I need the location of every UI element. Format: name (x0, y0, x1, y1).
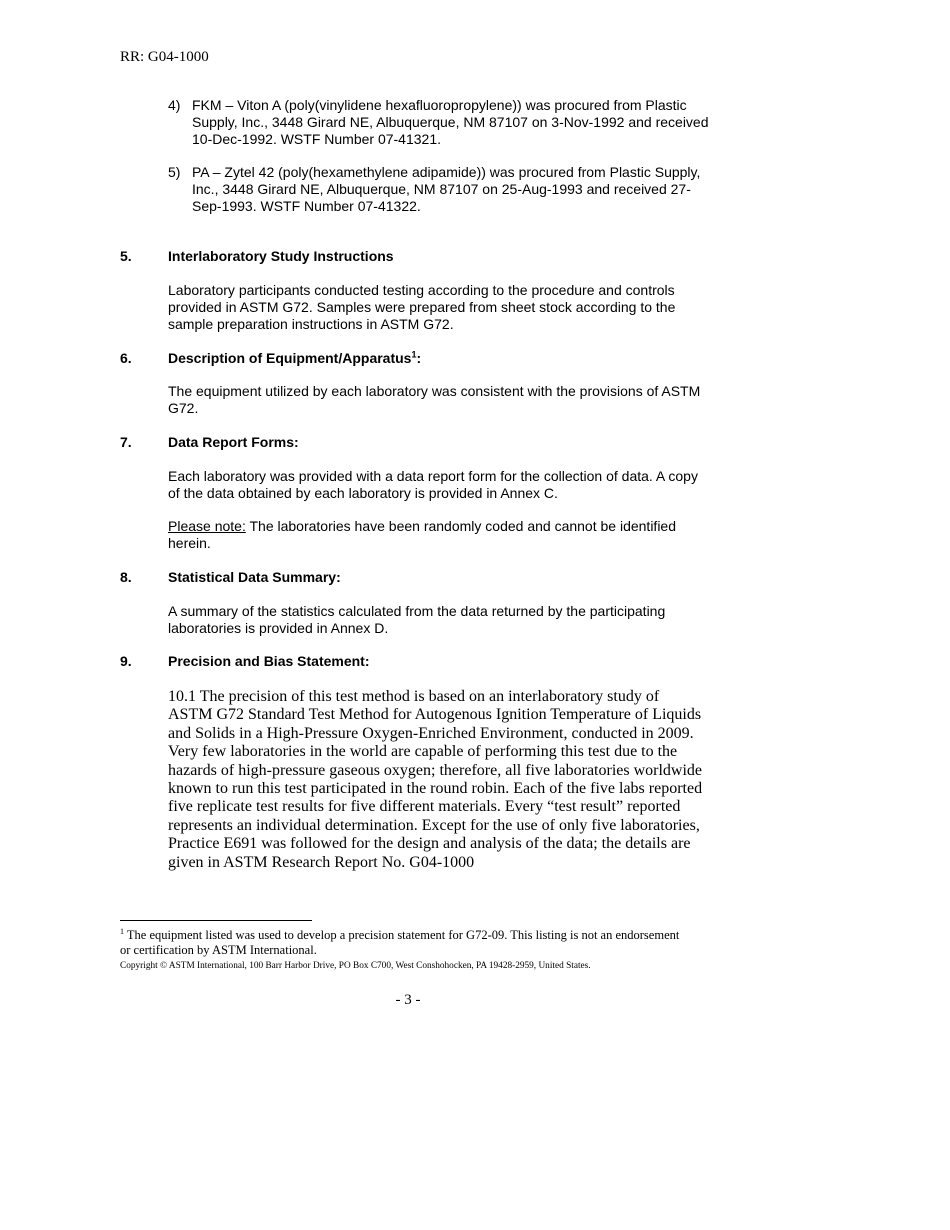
list-item-number: 5) (168, 164, 181, 180)
section-title: Precision and Bias Statement: (168, 653, 370, 669)
footnote-mark: 1 (120, 926, 124, 936)
list-item-text: FKM – Viton A (poly(vinylidene hexafluoropropylene)) was procured from Plastic Supply, Inc., 3448 Girard NE, Albuquerque, NM 87107 on 3-Nov-1992 and received 10-Dec-1992. WSTF Number 07-41321. (192, 97, 709, 147)
section-number: 6. (120, 350, 132, 366)
footnote-reference: 1 (411, 349, 417, 360)
section-number: 7. (120, 434, 132, 450)
section-title: Interlaboratory Study Instructions (168, 248, 394, 264)
precision-statement: 10.1 The precision of this test method is based on an interlaboratory study of ASTM G72 Standard Test Method for Autogenous Ignition Temperature of Liquids and Solids in a High-Pressure Oxygen-Enriched Environment, conducted in 2009. Very few laboratories in the world are capable of performing this test due to the hazards of high-pressure gaseous oxygen; therefore, all five laboratories worldwide known to run this test participated in the round robin. Each of the five labs reported five replicate test results for five different materials. Every “test result” reported represents an individual determination. Except for the use of only five laboratories, Practice E691 was followed for the design and analysis of the data; the details are given in ASTM Research Report No. G04-1000 (168, 688, 703, 871)
section-5-body: Laboratory participants conducted testing according to the procedure and controls provided in ASTM G72. Samples were prepared from sheet stock according to the sample preparation instructions in ASTM G72. (168, 282, 676, 332)
section-number: 5. (120, 248, 132, 264)
section-title: Data Report Forms: (168, 434, 299, 450)
footnote (120, 928, 680, 958)
footnote-text: The equipment listed was used to develop a precision statement for G72-09. This listing is not an endorsement or certification by ASTM International. (120, 928, 680, 957)
section-7-body: Each laboratory was provided with a data report form for the collection of data. A copy of the data obtained by each laboratory is provided in Annex C. (168, 468, 698, 501)
footnote-divider (120, 920, 312, 921)
section-8-body: A summary of the statistics calculated from the data returned by the participating laboratories is provided in Annex D. (168, 603, 666, 636)
section-title (168, 350, 421, 367)
section-title: Statistical Data Summary: (168, 569, 341, 585)
report-id-header: RR: G04-1000 (120, 49, 209, 65)
copyright-notice: Copyright © ASTM International, 100 Barr Harbor Drive, PO Box C700, West Conshohocken, PA 19428-2959, United States. (120, 961, 591, 971)
section-7-note (168, 518, 708, 552)
note-label: Please note: (168, 518, 246, 534)
section-title-text: Description of Equipment/Apparatus (168, 350, 412, 366)
note-text: The laboratories have been randomly coded and cannot be identified herein. (168, 518, 676, 551)
section-number: 9. (120, 653, 132, 669)
list-item-text: PA – Zytel 42 (poly(hexamethylene adipamide)) was procured from Plastic Supply, Inc., 3448 Girard NE, Albuquerque, NM 87107 on 25-Aug-1993 and received 27-Sep-1993. WSTF Number 07-41322. (192, 164, 701, 214)
page-number: - 3 - (395, 992, 421, 1008)
section-title-colon: : (416, 350, 422, 366)
section-6-body: The equipment utilized by each laboratory was consistent with the provisions of ASTM G72. (168, 383, 701, 416)
section-number: 8. (120, 569, 132, 585)
list-item-number: 4) (168, 97, 181, 113)
